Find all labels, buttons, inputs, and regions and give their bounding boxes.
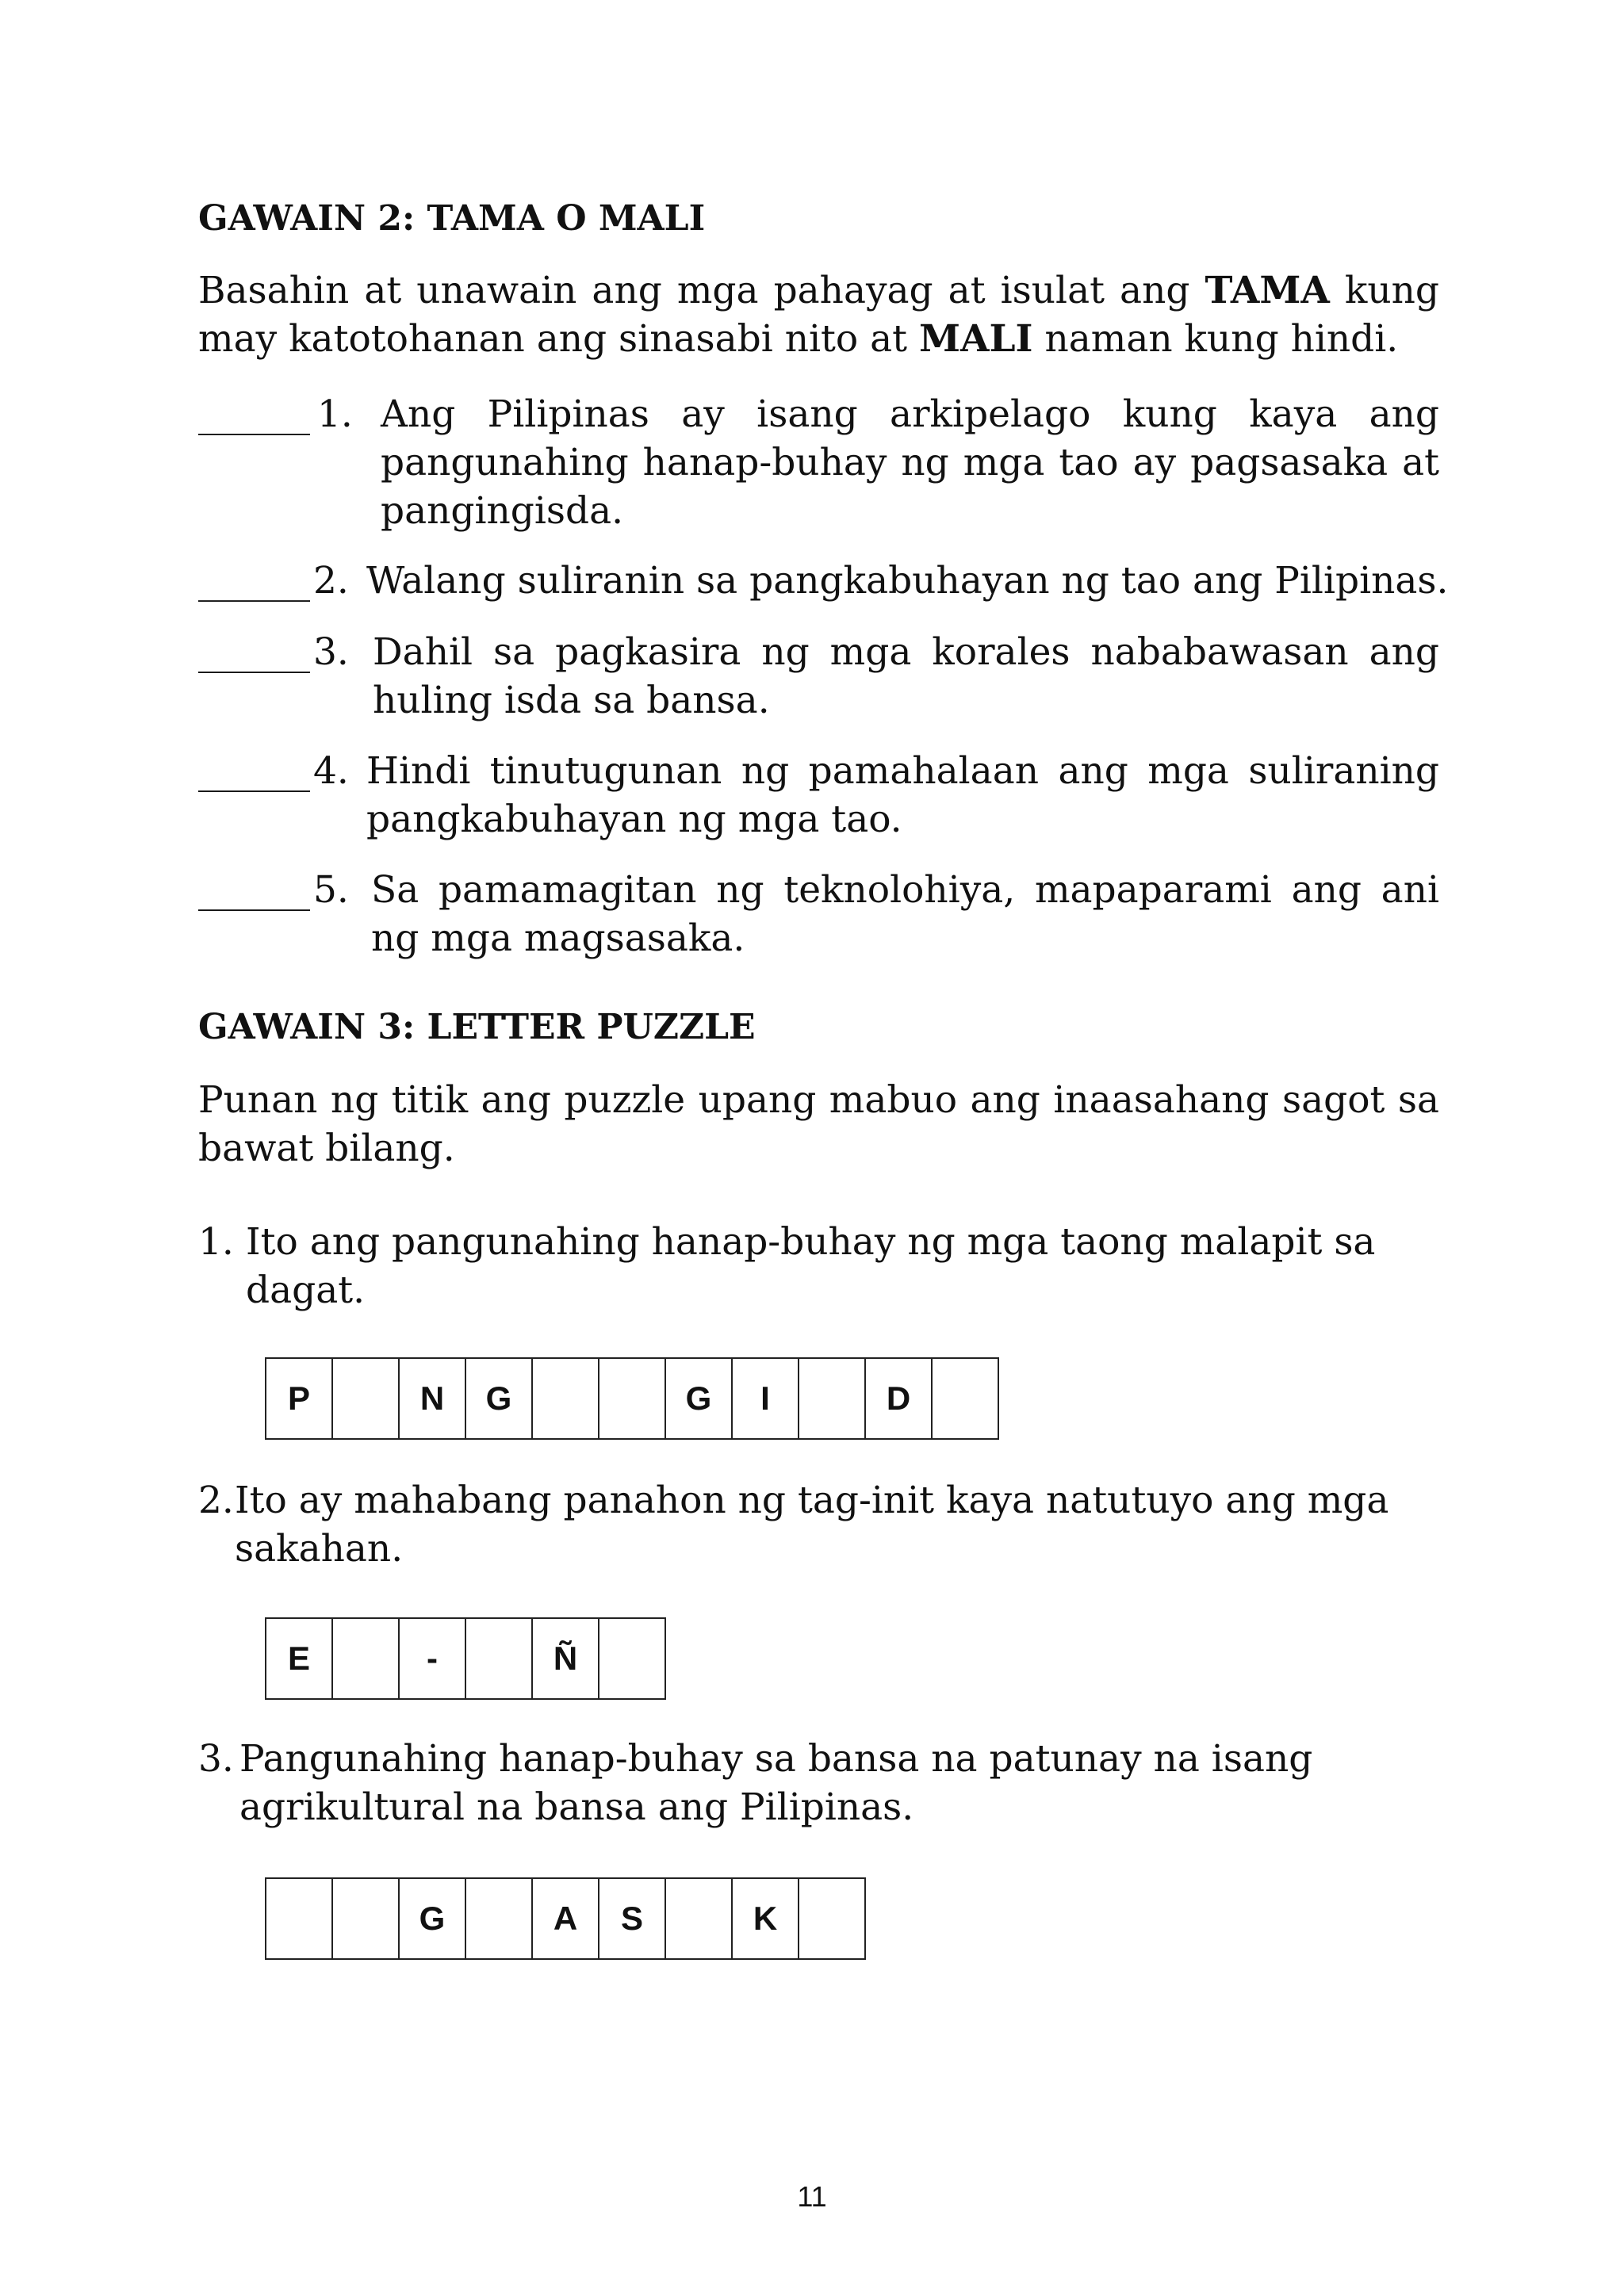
question-2-number: 2. — [198, 1479, 234, 1522]
answer-blank: ______ — [198, 630, 310, 674]
item-text: Ang Pilipinas ay isang arkipelago kung kaya ang pangunahing hanap-buhay ng mga tao ay pagsasaka at pangingisda. — [381, 392, 1439, 533]
puzzle-cell-letter[interactable]: I — [733, 1359, 799, 1438]
instruction-text-2: kung may katotohanan ang sinasabi nito at — [198, 269, 1439, 361]
answer-blank: ______ — [198, 749, 310, 793]
puzzle-cell-empty[interactable] — [933, 1359, 999, 1438]
gawain2-instruction — [198, 266, 1439, 363]
puzzle-cell-empty[interactable] — [533, 1359, 599, 1438]
question-3-text: Pangunahing hanap-buhay sa bansa na patunay na isang agrikultural na bansa ang Pilipinas. — [239, 1737, 1313, 1829]
puzzle-cell-letter[interactable]: G — [666, 1359, 733, 1438]
question-1-text: Ito ang pangunahing hanap-buhay ng mga taong malapit sa dagat. — [246, 1220, 1376, 1312]
puzzle-cell-letter[interactable]: G — [466, 1359, 533, 1438]
puzzle-cell-letter[interactable]: A — [533, 1879, 599, 1958]
gawain3-instruction: Punan ng titik ang puzzle upang mabuo ang inaasahang sagot sa bawat bilang. — [198, 1078, 1439, 1170]
item-text: Walang suliranin sa pangkabuhayan ng tao ang Pilipinas. — [366, 559, 1449, 603]
instruction-bold-mali: MALI — [918, 317, 1033, 361]
puzzle-cell-letter[interactable]: P — [266, 1359, 333, 1438]
item-text: Dahil sa pagkasira ng mga korales nababawasan ang huling isda sa bansa. — [373, 630, 1439, 722]
puzzle-cell-letter[interactable]: N — [400, 1359, 466, 1438]
puzzle-cell-empty[interactable] — [333, 1359, 400, 1438]
item-text: Sa pamamagitan ng teknolohiya, mapaparami ang ani ng mga magsasaka. — [371, 868, 1439, 960]
puzzle-cell-empty[interactable] — [666, 1879, 733, 1958]
instruction-bold-tama: TAMA — [1205, 269, 1330, 312]
puzzle-cell-empty[interactable] — [333, 1619, 400, 1698]
page-number: 11 — [797, 2180, 827, 2213]
puzzle-cell-empty[interactable] — [799, 1359, 866, 1438]
puzzle-cell-empty[interactable] — [799, 1879, 866, 1958]
question-1-number: 1. — [198, 1220, 234, 1264]
puzzle-cell-empty[interactable] — [599, 1619, 666, 1698]
puzzle-cell-letter[interactable]: D — [866, 1359, 933, 1438]
item-number: 3. — [313, 630, 349, 674]
question-2-text: Ito ay mahabang panahon ng tag-init kaya natutuyo ang mga sakahan. — [235, 1479, 1389, 1571]
item-number: 4. — [313, 749, 349, 793]
instruction-text-1: Basahin at unawain ang mga pahayag at isulat ang — [198, 269, 1205, 312]
puzzle-cell-empty[interactable] — [466, 1879, 533, 1958]
puzzle-cell-empty[interactable] — [466, 1619, 533, 1698]
answer-blank: ______ — [198, 392, 310, 436]
gawain3-title: GAWAIN 3: LETTER PUZZLE — [198, 1007, 756, 1047]
answer-blank: ______ — [198, 868, 310, 912]
instruction-text-3: naman kung hindi. — [1032, 317, 1399, 361]
gawain2-title: GAWAIN 2: TAMA O MALI — [198, 198, 706, 239]
item-number: 2. — [313, 559, 349, 603]
puzzle-cell-letter[interactable]: Ñ — [533, 1619, 599, 1698]
answer-blank: ______ — [198, 559, 310, 603]
puzzle-3-grid — [265, 1877, 866, 1960]
puzzle-cell-letter[interactable]: - — [400, 1619, 466, 1698]
question-3-number: 3. — [198, 1737, 234, 1781]
puzzle-cell-empty[interactable] — [266, 1879, 333, 1958]
puzzle-cell-letter[interactable]: E — [266, 1619, 333, 1698]
puzzle-cell-letter[interactable]: G — [400, 1879, 466, 1958]
puzzle-cell-empty[interactable] — [599, 1359, 666, 1438]
item-text: Hindi tinutugunan ng pamahalaan ang mga suliraning pangkabuhayan ng mga tao. — [366, 749, 1439, 841]
puzzle-cell-letter[interactable]: S — [599, 1879, 666, 1958]
puzzle-2-grid — [265, 1617, 666, 1700]
puzzle-cell-empty[interactable] — [333, 1879, 400, 1958]
item-number: 1. — [317, 392, 353, 436]
item-number: 5. — [313, 868, 349, 912]
puzzle-cell-letter[interactable]: K — [733, 1879, 799, 1958]
puzzle-1-grid — [265, 1357, 999, 1440]
